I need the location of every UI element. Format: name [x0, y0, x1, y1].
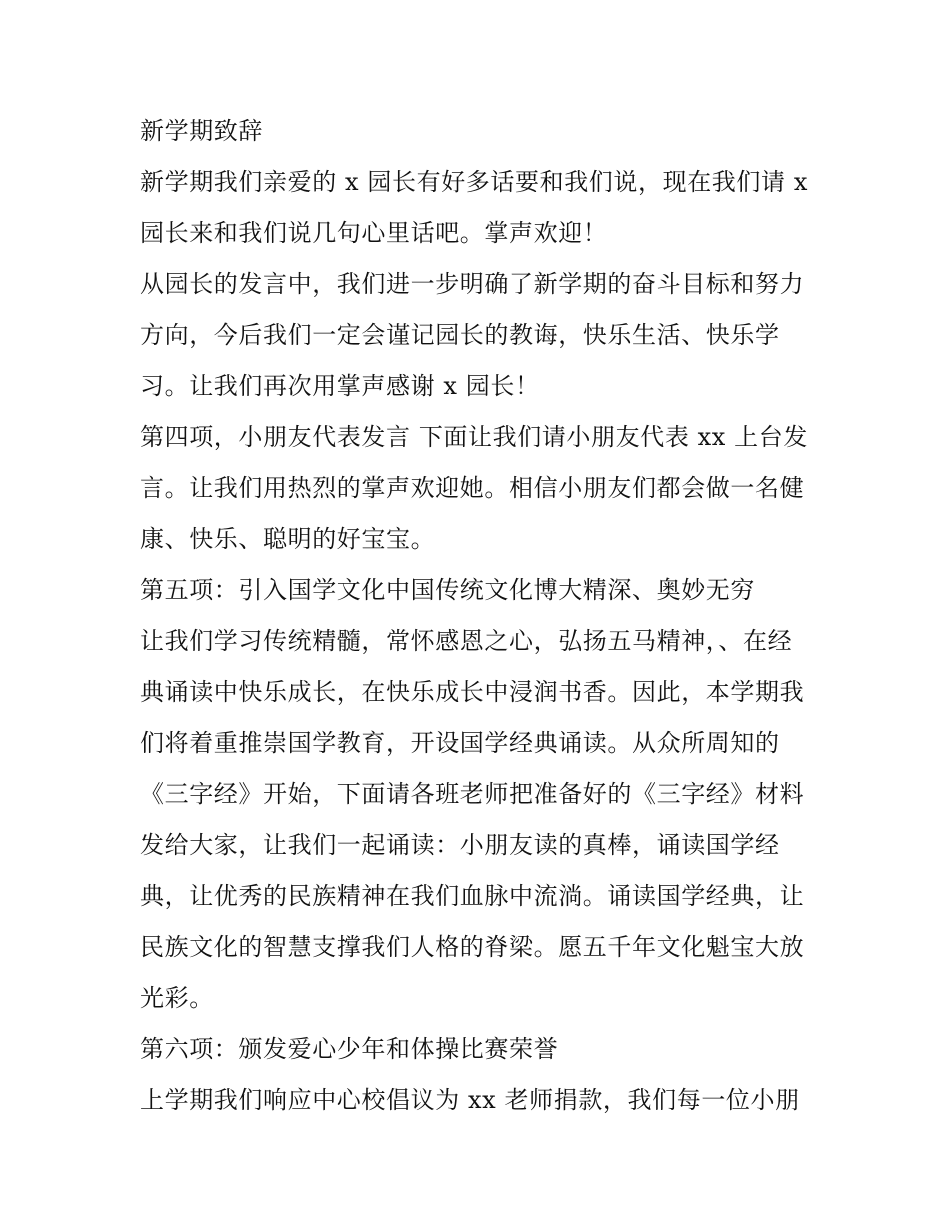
document-title: 新学期致辞 — [140, 117, 263, 145]
text-line: 康、快乐、聪明的好宝宝。 — [140, 525, 436, 553]
text-line: 新学期我们亲爱的 x 园长有好多话要和我们说，现在我们请 x — [140, 168, 808, 196]
text-line: 从园长的发言中，我们进一步明确了新学期的奋斗目标和努力 — [140, 270, 805, 298]
document-body — [140, 106, 820, 1126]
text-line: 光彩。 — [140, 984, 214, 1012]
text-line: 典诵读中快乐成长，在快乐成长中浸润书香。因此，本学期我 — [140, 678, 805, 706]
text-line: 园长来和我们说几句心里话吧。掌声欢迎！ — [140, 219, 608, 247]
text-line: 方向，今后我们一定会谨记园长的教诲，快乐生活、快乐学 — [140, 321, 780, 349]
text-line: 典，让优秀的民族精神在我们血脉中流淌。诵读国学经典，让 — [140, 882, 805, 910]
text-line: 习。让我们再次用掌声感谢 x 园长！ — [140, 372, 540, 400]
section-heading-item-6: 第六项：颁发爱心少年和体操比赛荣誉 — [140, 1035, 559, 1063]
text-line: 《三字经》开始，下面请各班老师把准备好的《三字经》材料 — [140, 780, 805, 808]
section-heading-item-5: 第五项：引入国学文化中国传统文化博大精深、奥妙无穷 — [140, 576, 755, 604]
text-line: 让我们学习传统精髓，常怀感恩之心，弘扬五马精神，、在经 — [140, 627, 793, 655]
text-line: 们将着重推崇国学教育，开设国学经典诵读。从众所周知的 — [140, 729, 780, 757]
text-line: 上学期我们响应中心校倡议为 xx 老师捐款，我们每一位小朋 — [140, 1086, 800, 1114]
text-line: 民族文化的智慧支撑我们人格的脊梁。愿五千年文化魁宝大放 — [140, 933, 805, 961]
text-line: 发给大家，让我们一起诵读：小朋友读的真棒，诵读国学经 — [140, 831, 780, 859]
text-line: 言。让我们用热烈的掌声欢迎她。相信小朋友们都会做一名健 — [140, 474, 805, 502]
section-heading-item-4: 第四项，小朋友代表发言 下面让我们请小朋友代表 xx 上台发 — [140, 423, 808, 451]
